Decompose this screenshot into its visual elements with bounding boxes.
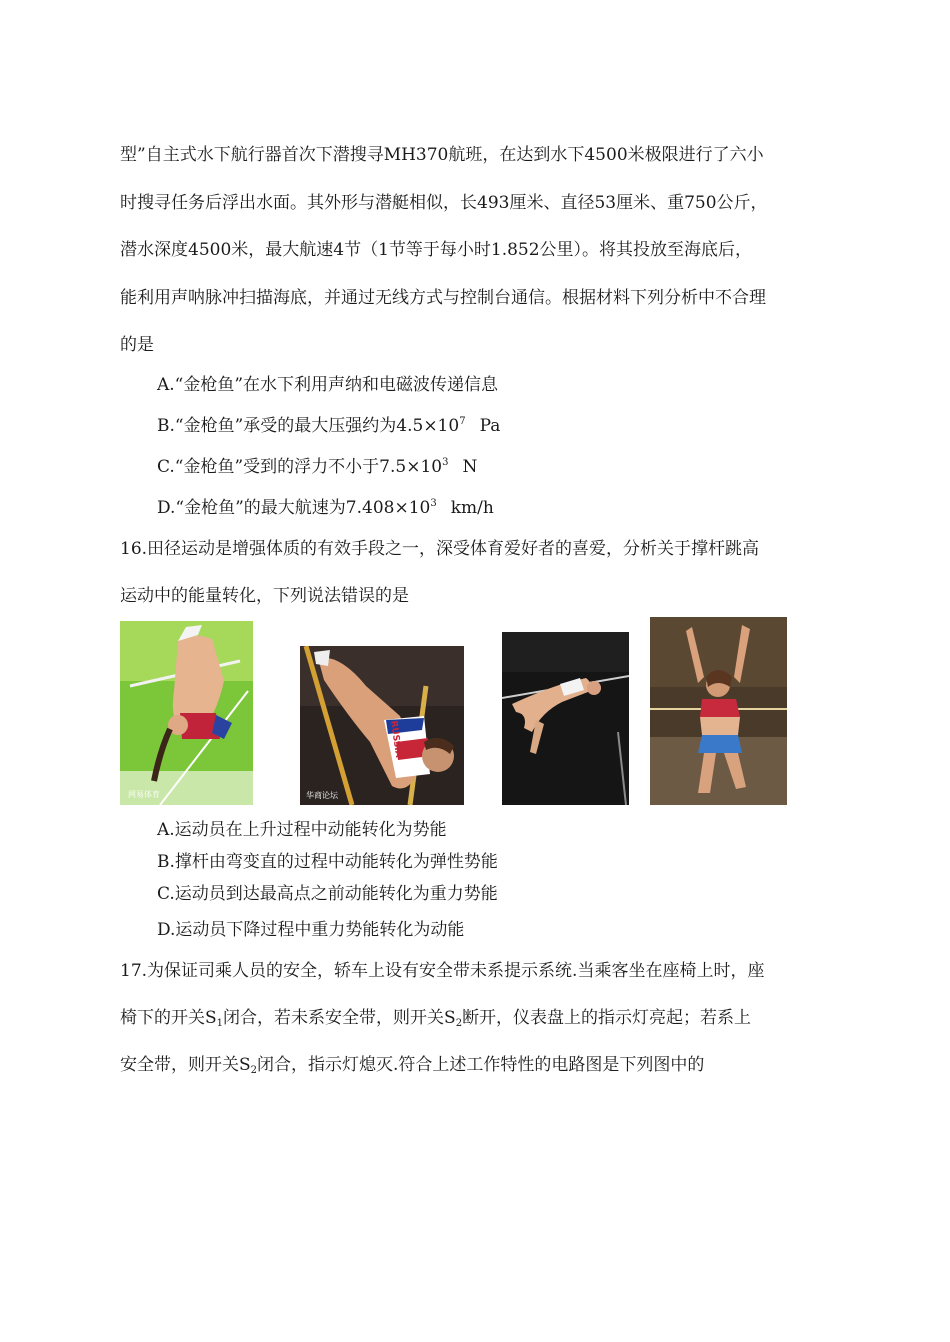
photo-2-watermark: 华商论坛: [306, 791, 338, 800]
q17-s2-subscript-2: 2: [250, 1065, 258, 1076]
pole-vault-photo-2: [300, 646, 464, 805]
q16-line-2: 运动中的能量转化，下列说法错误的是: [120, 586, 409, 606]
q16-option-c: C.运动员到达最高点之前动能转化为重力势能: [157, 884, 498, 904]
q15-option-d-unit: km/h: [450, 498, 494, 518]
q16-option-a: A.运动员在上升过程中动能转化为势能: [157, 820, 447, 840]
q15-option-d-text: D.“金枪鱼”的最大航速为7.408×10: [157, 498, 431, 518]
q15-line-4: 能利用声呐脉冲扫描海底，并通过无线方式与控制台通信。根据材料下列分析中不合理: [120, 288, 766, 308]
q17-line-1: 17.为保证司乘人员的安全，轿车上设有安全带未系提示系统.当乘客坐在座椅上时，座: [120, 961, 765, 981]
q15-option-c: [157, 452, 477, 477]
q15-option-b: [157, 411, 500, 436]
q15-option-c-exponent: 3: [442, 457, 449, 468]
q15-option-c-text: C.“金枪鱼”受到的浮力不小于7.5×10: [157, 457, 443, 477]
q17-line-3: [120, 1050, 704, 1075]
q16-option-b: B.撑杆由弯变直的过程中动能转化为弹性势能: [157, 852, 498, 872]
pole-vault-photo-4: [650, 617, 787, 805]
photo-1-watermark: 网易体育: [128, 790, 160, 799]
q15-option-c-unit: N: [462, 457, 478, 477]
photo-2-shirt-text: RUSSIA: [388, 720, 404, 759]
q15-option-d-exponent: 3: [430, 498, 437, 509]
pole-vault-photo-1: [120, 621, 253, 805]
q17-line-2: [120, 1003, 751, 1028]
q17-line-2-pre: 椅下的开关S: [120, 1008, 217, 1028]
q17-s2-subscript: 2: [455, 1018, 463, 1029]
q17-line-3-post: 闭合，指示灯熄灭.符合上述工作特性的电路图是下列图中的: [257, 1055, 705, 1075]
q17-s1-subscript: 1: [216, 1018, 224, 1029]
q15-option-a: A.“金枪鱼”在水下利用声纳和电磁波传递信息: [157, 375, 499, 395]
q15-option-d: [157, 493, 494, 518]
q15-line-5: 的是: [120, 335, 154, 355]
q15-line-1: 型”自主式水下航行器首次下潜搜寻MH370航班，在达到水下4500米极限进行了六小: [120, 145, 764, 165]
q17-line-2-post: 断开，仪表盘上的指示灯亮起；若系上: [462, 1008, 752, 1028]
q15-line-2: 时搜寻任务后浮出水面。其外形与潜艇相似，长493厘米、直径53厘米、重750公斤，: [120, 193, 768, 213]
q15-line-3: 潜水深度4500米，最大航速4节（1节等于每小时1.852公里）。将其投放至海底后，: [120, 240, 753, 260]
q15-option-b-text: B.“金枪鱼”承受的最大压强约为4.5×10: [157, 416, 460, 436]
q17-line-2-mid: 闭合，若未系安全带，则开关S: [223, 1008, 456, 1028]
q16-line-1: 16.田径运动是增强体质的有效手段之一，深受体育爱好者的喜爱，分析关于撑杆跳高: [120, 539, 760, 559]
q15-option-b-exponent: 7: [459, 416, 466, 427]
pole-vault-photo-3: [502, 632, 629, 805]
q16-option-d: D.运动员下降过程中重力势能转化为动能: [157, 920, 465, 940]
q15-option-b-unit: Pa: [479, 416, 501, 436]
q17-line-3-pre: 安全带，则开关S: [120, 1055, 251, 1075]
